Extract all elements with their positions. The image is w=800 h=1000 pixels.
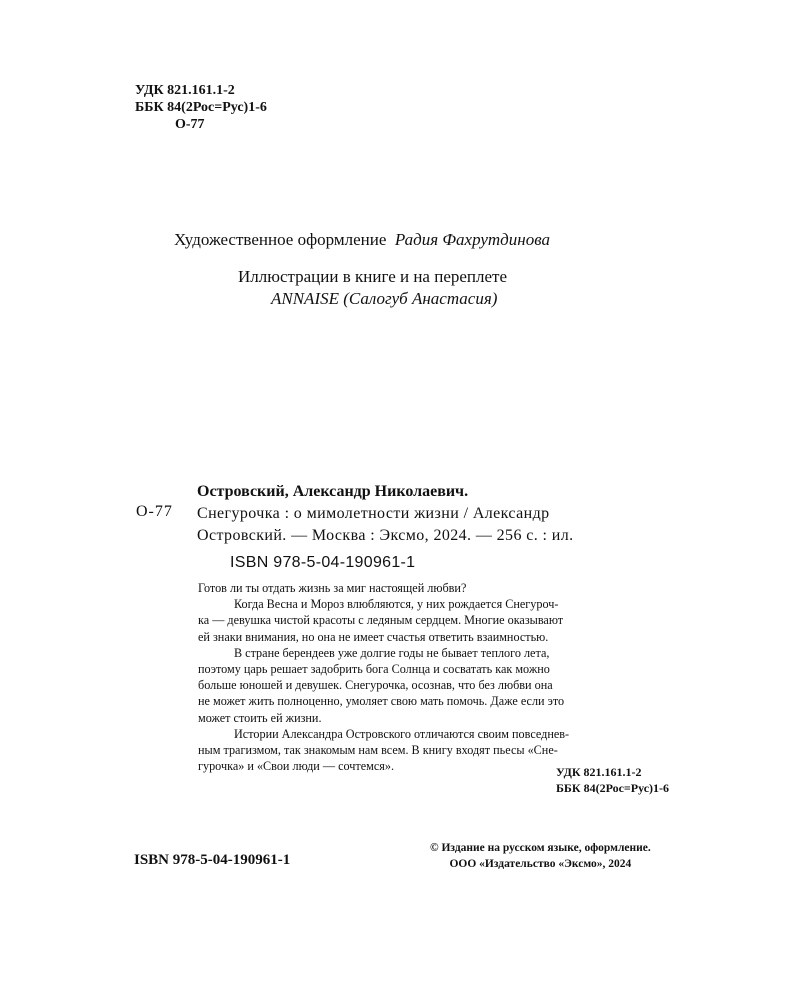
copyright-line: © Издание на русском языке, оформление. [430,842,651,854]
annotation-line: ным трагизмом, так знакомым нам всем. В книгу входят пьесы «Сне- [198,743,558,758]
annotation-line: больше юношей и девушек. Снегурочка, осознав, что без любви она [198,678,553,693]
annotation-line: В стране берендеев уже долгие годы не бывает теплого лета, [234,645,550,660]
cutter-code: О-77 [175,117,205,132]
illustrations-credit [238,266,507,310]
annotation-line: может стоить ей жизни. [198,710,322,725]
annotation [198,580,710,774]
annotation-line: Истории Александра Островского отличаются своим повседнев- [234,726,570,741]
annotation-line: Готов ли ты отдать жизнь за миг настоящей любви? [198,581,467,595]
illustrations-name: ANNAISE (Салогуб Анастасия) [271,289,498,308]
catalog-isbn: ISBN 978-5-04-190961-1 [230,554,416,571]
annotation-codes [556,765,669,796]
copyright-notice [430,841,651,872]
catalog-description [197,503,574,547]
annotation-line: гурочка» и «Свои люди — сочтемся». [198,759,394,774]
annotation-udk: УДК 821.161.1-2 [556,765,642,779]
design-credit [174,230,550,250]
design-name: Радия Фахрутдинова [394,230,550,249]
catalog-cutter: О-77 [136,503,173,520]
design-label: Художественное оформление [174,230,387,249]
classification-block [135,82,267,133]
annotation-line: Когда Весна и Мороз влюбляются, у них рождается Снегуроч- [234,597,559,612]
annotation-bbk: ББК 84(2Рос=Рус)1-6 [556,780,670,795]
annotation-line: ка — девушка чистой красоты с ледяным сердцем. Многие оказывают [198,613,564,628]
bbk-code: ББК 84(2Рос=Рус)1-6 [135,100,267,115]
annotation-line: поэтому царь решает задобрить бога Солнца и сосватать как можно [198,662,550,677]
annotation-line: не может жить полноценно, умоляет свою мать помочь. Даже если это [198,694,565,709]
catalog-author: Островский, Александр Николаевич. [197,483,469,500]
copyright-line: ООО «Издательство «Эксмо», 2024 [449,857,632,870]
annotation-line: ей знаки внимания, но она не имеет счастья ответить взаимностью. [198,629,549,644]
illustrations-label: Иллюстрации в книге и на переплете [238,267,508,286]
udk-code: УДК 821.161.1-2 [135,83,235,98]
footer-isbn: ISBN 978-5-04-190961-1 [134,852,291,868]
description-line: Снегурочка : о мимолетности жизни / Александр [197,505,550,522]
description-line: Островский. — Москва : Эксмо, 2024. — 256 с. : ил. [197,527,574,544]
